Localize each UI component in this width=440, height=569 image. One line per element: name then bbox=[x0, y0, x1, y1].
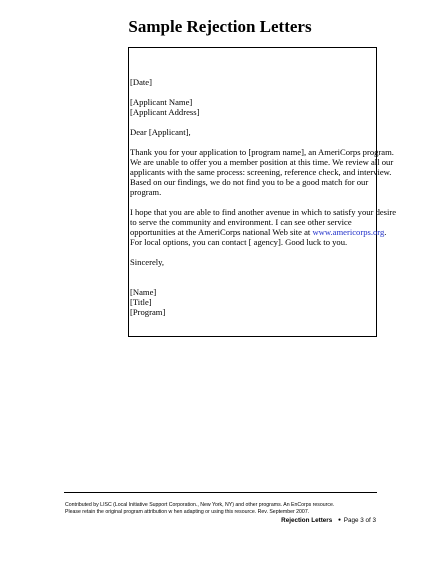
applicant-address: [Applicant Address] bbox=[130, 107, 200, 117]
page-number: Page 3 of 3 bbox=[343, 517, 376, 524]
paragraph-2-line: For local options, you can contact [ agency]. Good luck to you. bbox=[130, 237, 348, 247]
bullet-icon: ● bbox=[338, 517, 342, 524]
paragraph-2-line: I hope that you are able to find another avenue in which to satisfy your desire bbox=[130, 207, 397, 217]
footer-section-label: Rejection Letters bbox=[281, 517, 333, 524]
paragraph-2 bbox=[130, 207, 397, 247]
paragraph-1 bbox=[130, 147, 394, 197]
letter-date: [Date] bbox=[130, 77, 152, 87]
signature-title: [Title] bbox=[130, 297, 152, 307]
document-title: Sample Rejection Letters bbox=[128, 17, 312, 36]
footer-line: Please retain the original program attribution w hen adapting or using this resource. Rev. September 2007. bbox=[65, 508, 310, 515]
paragraph-1-line: We are unable to offer you a member position at this time. We review all our bbox=[130, 157, 394, 167]
footer-line: Contributed by LISC (Local Initiative Support Corporation., New York, NY) and other programs. An EnCorps resource. bbox=[65, 502, 335, 508]
americorps-link[interactable]: www.americorps.org bbox=[312, 227, 385, 237]
paragraph-1-line: program. bbox=[130, 187, 162, 197]
footer-attribution bbox=[65, 502, 385, 515]
salutation: Dear [Applicant], bbox=[130, 127, 191, 137]
signature-program: [Program] bbox=[130, 307, 166, 317]
paragraph-2-text: opportunities at the AmeriCorps national Web site at bbox=[130, 227, 313, 237]
footer-page-info bbox=[281, 517, 376, 524]
paragraph-2-line: to serve the community and environment. I can see other service bbox=[130, 217, 352, 227]
paragraph-1-line: applicants with the same process: screening, reference check, and interview. bbox=[130, 167, 392, 177]
paragraph-2-text: . bbox=[384, 227, 387, 237]
letter-body bbox=[130, 77, 397, 317]
paragraph-2-line-with-link bbox=[130, 227, 387, 237]
paragraph-1-line: Based on our findings, we do not find you to be a good match for our bbox=[130, 177, 369, 187]
letter-frame bbox=[128, 47, 397, 337]
paragraph-1-line: Thank you for your application to [program name], an AmeriCorps program. bbox=[130, 147, 394, 157]
footer-divider bbox=[64, 492, 377, 493]
applicant-name: [Applicant Name] bbox=[130, 97, 193, 107]
closing: Sincerely, bbox=[130, 257, 165, 267]
signature-name: [Name] bbox=[130, 287, 157, 297]
